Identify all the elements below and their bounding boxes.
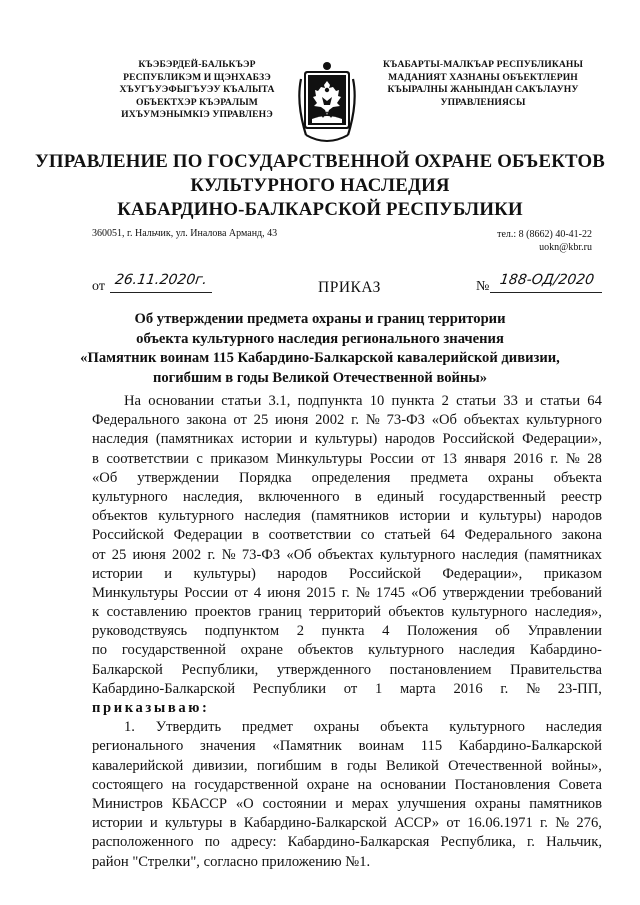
- item-line: [92, 853, 602, 872]
- body-line: [92, 680, 602, 699]
- word: 1745: [375, 584, 406, 601]
- word: культуры): [479, 508, 542, 525]
- word: июня: [132, 546, 166, 563]
- word: 10: [369, 393, 385, 409]
- word: охране: [240, 642, 283, 659]
- word: 16.06.1971: [467, 815, 533, 832]
- word: Российской: [442, 431, 515, 448]
- word: приказом: [210, 450, 269, 467]
- order-label: ПРИКАЗ: [318, 279, 381, 296]
- word: единый: [376, 488, 424, 505]
- word: г.: [341, 584, 350, 601]
- word: 2016: [513, 450, 543, 467]
- word: На: [124, 393, 142, 409]
- word: наследия: [461, 546, 518, 563]
- body-line: [92, 546, 602, 565]
- word: по: [204, 834, 220, 851]
- coat-of-arms-emblem-icon: [292, 57, 362, 149]
- header-right-line: УПРАВЛЕНИЯСЫ: [440, 96, 526, 108]
- body-line: [92, 430, 602, 449]
- word: Порядка: [239, 469, 292, 486]
- word: с: [196, 450, 203, 467]
- word: «Об: [411, 584, 437, 601]
- word: государственной: [121, 642, 226, 659]
- word: воинам: [358, 738, 404, 755]
- body-line: [92, 411, 602, 430]
- body-line: [92, 584, 602, 603]
- word: адресу:: [231, 834, 277, 851]
- word: Постановления: [454, 776, 551, 793]
- word: руководствуясь: [92, 623, 188, 640]
- word: 25: [253, 412, 269, 429]
- title-line: Об утверждении предмета охраны и границ территории: [134, 311, 506, 327]
- word: 2002: [315, 412, 345, 429]
- word: истории: [241, 431, 292, 448]
- word: основании: [380, 776, 447, 793]
- word: 73-ФЗ: [241, 546, 281, 563]
- word: культуры): [193, 565, 256, 582]
- document-body: [92, 392, 602, 872]
- word: мерах: [351, 795, 389, 812]
- word: 73-ФЗ: [386, 412, 425, 429]
- word: государственной: [194, 776, 299, 793]
- word: наследия: [545, 719, 602, 736]
- word: войны»,: [551, 757, 602, 774]
- word: июня: [275, 412, 309, 429]
- organization-line: КАБАРДИНО-БАЛКАРСКОЙ РЕСПУБЛИКИ: [117, 199, 523, 220]
- command-word: приказываю:: [92, 700, 210, 716]
- word: объектов: [297, 642, 354, 659]
- word: 2002: [172, 546, 202, 563]
- word: культурного: [368, 642, 444, 659]
- word: г.: [526, 834, 535, 851]
- word: пункта: [321, 623, 365, 640]
- word: 2: [296, 623, 305, 640]
- word: 25: [111, 546, 127, 563]
- header-left-block: [92, 59, 302, 122]
- word: от: [233, 412, 247, 429]
- word: наследия: [458, 642, 515, 659]
- word: к: [92, 604, 100, 621]
- header-right-line: МАДАНИЯТ ХАЗНАНЫ ОБЪЕКТЛЕРИН: [388, 71, 578, 83]
- word: в: [92, 450, 99, 467]
- word: наследия: [92, 431, 149, 448]
- item-line: [92, 814, 602, 833]
- number-underline: [490, 292, 602, 293]
- word: июня: [267, 584, 301, 601]
- word: объектах: [317, 546, 374, 563]
- header-left-line: ХЪУГЪУЭФЫГЪУЭУ КЪАЛЫТА: [119, 84, 275, 95]
- word: и: [460, 508, 469, 525]
- email-address: uokn@kbr.ru: [539, 242, 592, 253]
- word: определения: [311, 469, 391, 486]
- word: утверждении: [442, 584, 525, 601]
- word: и: [164, 565, 172, 582]
- word: Минкультуры: [92, 584, 179, 601]
- word: на: [357, 776, 372, 793]
- body-line: [92, 488, 602, 507]
- word: статьей: [384, 527, 431, 544]
- organization-line: УПРАВЛЕНИЕ ПО ГОСУДАРСТВЕННОЙ ОХРАНЕ ОБЪЕКТОВ: [34, 151, 606, 172]
- body-line: [92, 641, 602, 660]
- word: состоянии: [262, 795, 327, 812]
- word: 2015: [306, 584, 336, 601]
- word: Федерации: [173, 527, 243, 544]
- word: №: [365, 412, 380, 429]
- word: России: [369, 450, 414, 467]
- word: истории: [92, 815, 143, 832]
- word: проектов: [194, 604, 252, 621]
- word: статьи: [456, 393, 497, 409]
- word: №: [565, 450, 580, 467]
- word: Великой: [386, 757, 439, 774]
- word: 64: [440, 527, 455, 544]
- word: границ: [258, 604, 302, 621]
- word: истории: [92, 565, 143, 582]
- word: (памятниках: [524, 546, 602, 563]
- word: объекта: [380, 719, 429, 736]
- word: 33: [503, 393, 518, 409]
- word: включенного: [258, 488, 340, 505]
- word: января: [464, 450, 507, 467]
- word: культурного: [451, 604, 528, 621]
- word: народов: [384, 431, 435, 448]
- word: реестр: [561, 488, 602, 505]
- word: от: [446, 815, 460, 832]
- word: годы: [346, 757, 377, 774]
- order-date-handwritten: 26.11.2020г.: [113, 272, 209, 288]
- word: истории: [399, 508, 451, 525]
- word: со: [360, 527, 375, 544]
- word: культуры): [314, 431, 378, 448]
- word: в: [229, 815, 237, 832]
- word: от: [234, 584, 248, 601]
- word: закона: [186, 412, 227, 429]
- header-left-line: ИХЪУМЭНЫМКIЭ УПРАВЛЕНЭ: [121, 109, 273, 120]
- word: Совета: [558, 776, 602, 793]
- word: территорий: [309, 604, 381, 621]
- word: дивизии,: [192, 757, 248, 774]
- word: 28: [587, 450, 602, 467]
- word: №: [221, 546, 236, 563]
- word: Республики,: [181, 661, 259, 678]
- word: в: [330, 757, 338, 774]
- word: и: [525, 393, 533, 409]
- word: об: [495, 623, 510, 640]
- contacts-block: [497, 228, 592, 254]
- word: Утвердить: [155, 719, 222, 736]
- word: 3.1,: [268, 393, 291, 409]
- word: Нальчик,: [546, 834, 602, 851]
- word: 115: [420, 738, 443, 755]
- order-header-row: [92, 272, 602, 296]
- word: Российской: [348, 565, 421, 582]
- word: №: [355, 584, 370, 601]
- word: Положения: [406, 623, 478, 640]
- word: Кабардино-Балкарская: [287, 834, 430, 851]
- word: г.: [550, 450, 559, 467]
- word: охраны: [474, 795, 521, 812]
- word: Федерации»,: [522, 431, 602, 448]
- word: наследия: [244, 508, 301, 525]
- word: 64: [587, 393, 602, 409]
- body-line: [92, 526, 602, 545]
- word: соответствии: [268, 527, 352, 544]
- word: охраны: [487, 469, 534, 486]
- title-line: «Памятник воинам 115 Кабардино-Балкарской кавалерийской дивизии,: [80, 350, 560, 366]
- word: охране: [306, 776, 350, 793]
- word: Кабардино-: [529, 642, 602, 659]
- date-prefix: от: [92, 279, 105, 294]
- word: пункта: [391, 393, 435, 409]
- line-text: район "Стрелки", согласно приложению №1.: [92, 853, 371, 870]
- word: Федерального: [464, 527, 553, 544]
- word: 276,: [576, 815, 602, 832]
- word: культурного: [449, 719, 525, 736]
- word: Федерального: [92, 412, 180, 429]
- order-number-handwritten: 188-ОД/2020: [498, 272, 596, 288]
- word: Правительства: [510, 661, 602, 678]
- word: наследия,: [183, 488, 243, 505]
- word: (памятников: [311, 508, 389, 525]
- word: Кабардино-Балкарской: [458, 738, 602, 755]
- word: государственный: [439, 488, 546, 505]
- word: утвержденного: [276, 661, 372, 678]
- word: статьи: [221, 393, 262, 409]
- word: улучшения: [397, 795, 466, 812]
- word: объектов: [388, 604, 445, 621]
- word: и: [299, 431, 308, 448]
- body-line: [92, 565, 602, 584]
- word: закона: [561, 527, 602, 544]
- word: наследия»,: [534, 604, 602, 621]
- word: от: [421, 450, 435, 467]
- word: марта: [399, 680, 436, 697]
- word: народов: [551, 508, 602, 525]
- word: погибшим: [256, 757, 322, 774]
- word: 4: [253, 584, 262, 601]
- word: кавалерийской: [92, 757, 184, 774]
- word: подпунктом: [204, 623, 280, 640]
- word: культурного: [526, 412, 602, 429]
- word: Кабардино-Балкарской: [243, 815, 387, 832]
- word: Управлении: [527, 623, 602, 640]
- word: статьи: [540, 393, 581, 409]
- header-right-line: КЪЫРАЛНЫ ЖАНЫНДАН САКЪЛАУНУ: [387, 84, 579, 95]
- header-left-line: ОБЪЕКТХЭР КЪЭРАЛЫМ: [136, 96, 258, 108]
- word: составлению: [106, 604, 188, 621]
- word: предмет: [241, 719, 293, 736]
- item-line: [92, 718, 602, 737]
- date-underline: [110, 292, 212, 293]
- word: культуры: [164, 815, 223, 832]
- title-line: погибшим в годы Великой Отечественной войны»: [152, 369, 488, 386]
- word: №: [526, 680, 540, 697]
- word: объектах: [463, 412, 520, 429]
- document-title: [0, 310, 640, 388]
- word: 23-ПП,: [557, 680, 602, 697]
- word: «Об: [431, 412, 457, 429]
- word: регионального: [92, 738, 184, 755]
- header-left-line: РЕСПУБЛИКЭМ И ЩЭНХАБЗЭ: [123, 71, 271, 83]
- word: охраны: [313, 719, 360, 736]
- word: состоящего: [92, 776, 164, 793]
- word: «Об: [92, 469, 118, 486]
- word: основании: [148, 393, 215, 409]
- word: России: [184, 584, 229, 601]
- word: по: [92, 642, 108, 659]
- phone-number: тел.: 8 (8662) 40-41-22: [497, 229, 592, 240]
- word: значения: [200, 738, 256, 755]
- word: культурного: [92, 488, 168, 505]
- word: требований: [530, 584, 602, 601]
- word: г.: [351, 412, 360, 429]
- body-line: [92, 603, 602, 622]
- word: от: [92, 546, 106, 563]
- word: 1.: [124, 719, 135, 736]
- command-line: [92, 699, 602, 718]
- item-line: [92, 737, 602, 756]
- word: на: [171, 776, 186, 793]
- body-line: [92, 469, 602, 488]
- word: культурного: [379, 546, 456, 563]
- postal-address: 360051, г. Нальчик, ул. Иналова Арманд, 43: [92, 228, 278, 239]
- word: в: [252, 527, 260, 544]
- word: и: [149, 815, 158, 832]
- word: в: [354, 488, 362, 505]
- header-left-line: КЪЭБЭРДЕЙ-БАЛЬКЪЭР: [138, 59, 256, 70]
- word: культурного: [158, 508, 234, 525]
- word: Отечественной: [448, 757, 543, 774]
- word: Министров: [92, 795, 163, 812]
- word: Кабардино-Балкарской: [92, 680, 236, 697]
- organization-line: КУЛЬТУРНОГО НАСЛЕДИЯ: [190, 175, 450, 196]
- word: (памятниках: [155, 431, 234, 448]
- word: приказом: [543, 565, 602, 582]
- item-line: [92, 776, 602, 795]
- body-line: [92, 622, 602, 641]
- body-line: [92, 661, 602, 680]
- word: 2: [441, 393, 449, 409]
- word: от: [343, 680, 358, 697]
- word: Республика,: [440, 834, 516, 851]
- header-right-block: [378, 59, 588, 109]
- word: постановлением: [389, 661, 492, 678]
- word: расположенного: [92, 834, 194, 851]
- word: 1: [374, 680, 383, 697]
- word: объекта: [553, 469, 602, 486]
- word: памятников: [529, 795, 602, 812]
- item-line: [92, 833, 602, 852]
- word: Балкарской: [92, 661, 163, 678]
- word: №: [555, 815, 570, 832]
- item-line: [92, 757, 602, 776]
- word: КБАССР: [171, 795, 228, 812]
- word: «О: [235, 795, 254, 812]
- word: подпункта: [297, 393, 363, 409]
- word: г.: [500, 680, 509, 697]
- word: народов: [277, 565, 328, 582]
- number-prefix: №: [476, 279, 490, 294]
- word: «Памятник: [272, 738, 342, 755]
- word: Российской: [92, 527, 164, 544]
- word: Федерации»,: [442, 565, 523, 582]
- header-right-line: КЪАБАРТЫ-МАЛКЪАР РЕСПУБЛИКАНЫ: [382, 59, 584, 70]
- body-line: [92, 507, 602, 526]
- body-line: [92, 392, 602, 411]
- word: и: [335, 795, 344, 812]
- word: 13: [442, 450, 457, 467]
- word: «Об: [286, 546, 312, 563]
- organization-name: [0, 150, 640, 222]
- word: г.: [207, 546, 216, 563]
- word: объектов: [92, 508, 148, 525]
- word: предмета: [410, 469, 468, 486]
- body-line: [92, 450, 602, 469]
- title-line: объекта культурного наследия регионального значения: [136, 330, 504, 347]
- word: утверждении: [137, 469, 219, 486]
- word: Минкультуры: [276, 450, 363, 467]
- word: 2016: [453, 680, 483, 697]
- item-line: [92, 795, 602, 814]
- word: 4: [382, 623, 390, 640]
- word: соответствии: [106, 450, 189, 467]
- word: г.: [539, 815, 548, 832]
- word: Республики: [252, 680, 327, 697]
- word: АССР»: [394, 815, 440, 832]
